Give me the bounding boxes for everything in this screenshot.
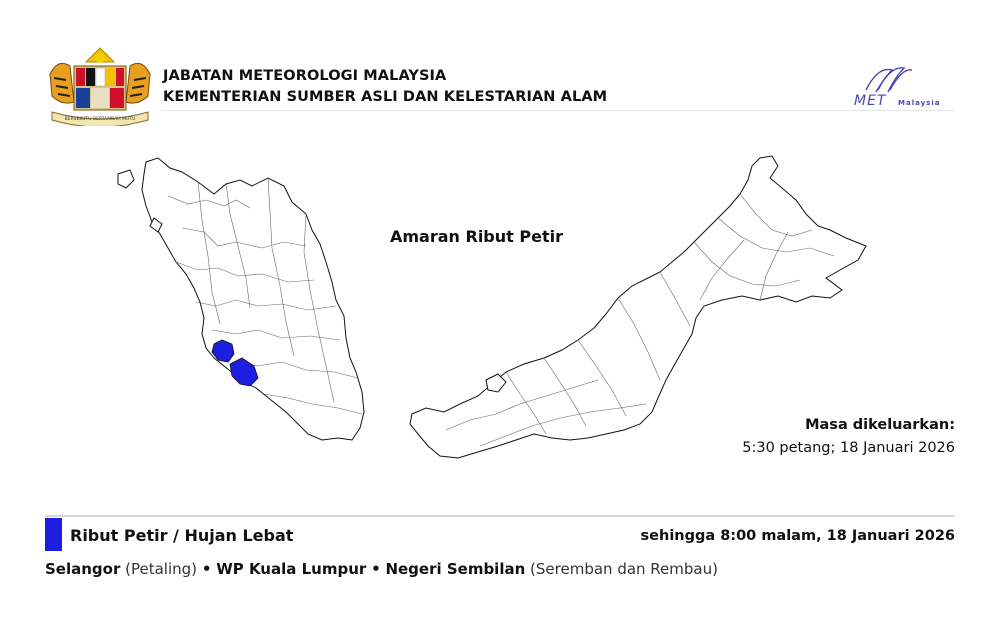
- map-title: Amaran Ribut Petir: [390, 227, 563, 246]
- malaysia-coat-of-arms-logo: [44, 44, 156, 126]
- area-state-selangor: Selangor: [45, 560, 121, 578]
- agency-name: [163, 66, 607, 108]
- issued-label: Masa dikeluarkan:: [805, 417, 955, 433]
- met-malaysia-logo: [846, 60, 958, 112]
- malaysia-logo-text: Malaysia: [898, 99, 941, 107]
- met-logo-text: MET: [854, 93, 887, 109]
- issued-time-block: [742, 414, 955, 460]
- area-separator: •: [201, 560, 212, 578]
- east-malaysia-outline: [410, 156, 866, 458]
- area-districts-selangor: (Petaling): [125, 560, 198, 578]
- header-divider: [162, 110, 955, 111]
- valid-until: sehingga 8:00 malam, 18 Januari 2026: [640, 528, 955, 544]
- area-districts-negeri-sembilan: (Seremban dan Rembau): [530, 560, 718, 578]
- svg-text:BERSEKUTU BERTAMBAH MUTU: BERSEKUTU BERTAMBAH MUTU: [64, 117, 136, 122]
- issued-time: 5:30 petang; 18 Januari 2026: [742, 440, 955, 456]
- peninsular-outline: [142, 158, 364, 440]
- area-separator: •: [371, 560, 381, 578]
- area-state-negeri-sembilan: Negeri Sembilan: [385, 560, 526, 578]
- legend-color-swatch: [45, 518, 62, 551]
- legend-label: Ribut Petir / Hujan Lebat: [70, 526, 294, 545]
- affected-areas: [45, 560, 718, 578]
- legend-divider: [45, 515, 955, 517]
- east-malaysia: [410, 156, 866, 458]
- peninsular-malaysia: [118, 158, 364, 440]
- area-state-kuala-lumpur: WP Kuala Lumpur: [216, 560, 367, 578]
- agency-line-1: JABATAN METEOROLOGI MALAYSIA: [163, 68, 447, 84]
- agency-line-2: KEMENTERIAN SUMBER ASLI DAN KELESTARIAN ALAM: [163, 89, 608, 105]
